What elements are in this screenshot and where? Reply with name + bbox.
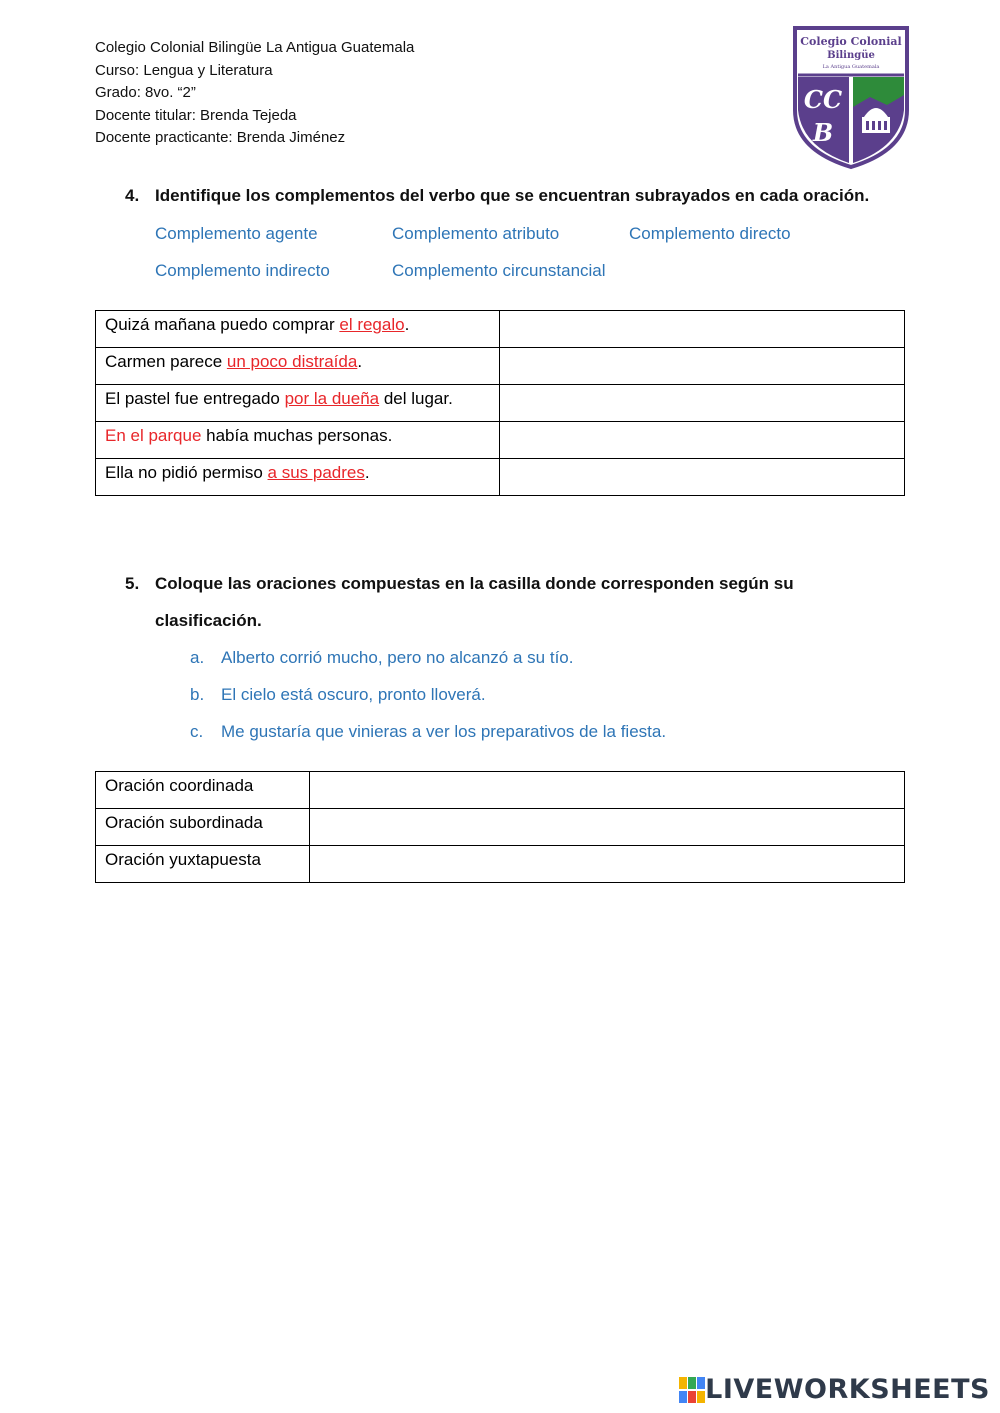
course-line: Curso: Lengua y Literatura (95, 61, 273, 79)
sentence-cell: Ella no pidió permiso a sus padres. (96, 459, 500, 496)
option-complemento-circunstancial: Complemento circunstancial (392, 261, 606, 280)
question-5-text-line2: clasificación. (155, 611, 262, 630)
highlighted-complement: En el parque (105, 426, 202, 445)
sentence-cell: En el parque había muchas personas. (96, 422, 500, 459)
answer-cell[interactable] (499, 422, 904, 459)
classification-label: Oración yuxtapuesta (96, 846, 310, 883)
liveworksheets-watermark (679, 1374, 990, 1405)
underlined-complement: un poco distraída (226, 352, 358, 371)
table-row (96, 385, 905, 422)
underlined-complement: a sus padres (267, 463, 365, 482)
school-name: Colegio Colonial Bilingüe La Antigua Guatemala (95, 39, 415, 56)
item-text: El cielo está oscuro, pronto lloverá. (221, 685, 486, 704)
logo-title-line1: Colegio Colonial (800, 35, 902, 48)
answer-cell[interactable] (309, 809, 904, 846)
question-5-title (125, 574, 794, 594)
option-complemento-indirecto: Complemento indirecto (155, 261, 330, 280)
sentence-cell: Carmen parece un poco distraída. (96, 348, 500, 385)
table-row (96, 422, 905, 459)
option-complemento-atributo: Complemento atributo (392, 224, 560, 243)
underlined-complement: por la dueña (284, 389, 380, 408)
sentence-item-b (190, 685, 486, 705)
option-complemento-directo: Complemento directo (629, 224, 791, 243)
classification-label: Oración subordinada (96, 809, 310, 846)
item-text: Alberto corrió mucho, pero no alcanzó a su tío. (221, 648, 574, 667)
document-header (95, 37, 414, 150)
table-row (96, 311, 905, 348)
grade-line: Grado: 8vo. “2” (95, 84, 196, 101)
table-row (96, 846, 905, 883)
sentence-cell: El pastel fue entregado por la dueña del lugar. (96, 385, 500, 422)
school-logo (792, 25, 910, 170)
item-text: Me gustaría que vinieras a ver los preparativos de la fiesta. (221, 722, 667, 741)
liveworksheets-logo-icon (679, 1377, 705, 1403)
answer-cell[interactable] (499, 459, 904, 496)
sentence-cell: Quizá mañana puedo comprar el regalo. (96, 311, 500, 348)
table-row (96, 348, 905, 385)
question-5-table (95, 771, 905, 883)
logo-monogram-cc: CC (803, 85, 843, 114)
question-5-text-line1: Coloque las oraciones compuestas en la casilla donde corresponden según su (155, 574, 794, 593)
answer-cell[interactable] (309, 846, 904, 883)
option-complemento-agente: Complemento agente (155, 224, 318, 243)
item-letter: a. (190, 648, 205, 667)
table-row (96, 809, 905, 846)
question-4-number: 4. (125, 186, 140, 205)
logo-monogram-b: B (812, 118, 834, 147)
answer-cell[interactable] (499, 348, 904, 385)
sentence-item-a (190, 648, 573, 668)
question-4-table (95, 310, 905, 496)
answer-cell[interactable] (499, 311, 904, 348)
underlined-complement: el regalo (339, 315, 405, 334)
classification-label: Oración coordinada (96, 772, 310, 809)
logo-subtitle: La Antigua Guatemala (822, 64, 880, 70)
question-4-title (125, 186, 869, 206)
question-4-text: Identifique los complementos del verbo que se encuentran subrayados en cada oración. (155, 186, 870, 205)
answer-cell[interactable] (309, 772, 904, 809)
item-letter: c. (190, 722, 204, 741)
item-letter: b. (190, 685, 205, 704)
answer-cell[interactable] (499, 385, 904, 422)
teacher-line: Docente titular: Brenda Tejeda (95, 106, 297, 124)
table-row (96, 772, 905, 809)
sentence-item-c (190, 722, 666, 742)
logo-title-line2: Bilingüe (827, 50, 875, 61)
practicing-teacher-line: Docente practicante: Brenda Jiménez (95, 129, 346, 146)
table-row (96, 459, 905, 496)
watermark-text: LIVEWORKSHEETS (705, 1374, 990, 1405)
question-5-number: 5. (125, 574, 140, 593)
